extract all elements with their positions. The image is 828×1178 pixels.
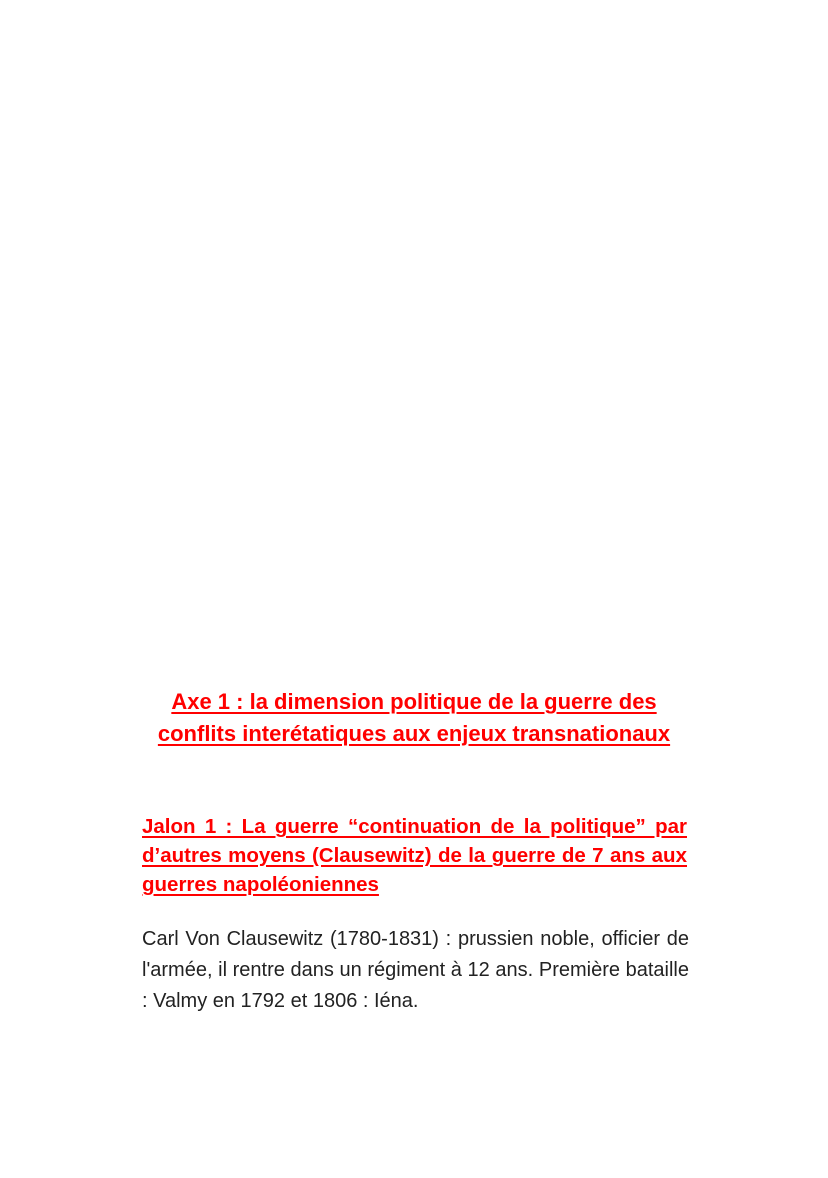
jalon-heading: Jalon 1 : La guerre “continuation de la politique” par d’autres moyens (Clausewitz) de la guerre de 7 ans aux guerres napoléoniennes	[142, 815, 687, 896]
axe-heading: Axe 1 : la dimension politique de la guerre des conflits interétatiques aux enjeux transnationaux	[157, 689, 671, 746]
body-paragraph: Carl Von Clausewitz (1780-1831) : prussien noble, officier de l'armée, il rentre dans un régiment à 12 ans. Première bataille : Valmy en 1792 et 1806 : Iéna.	[142, 928, 689, 1012]
